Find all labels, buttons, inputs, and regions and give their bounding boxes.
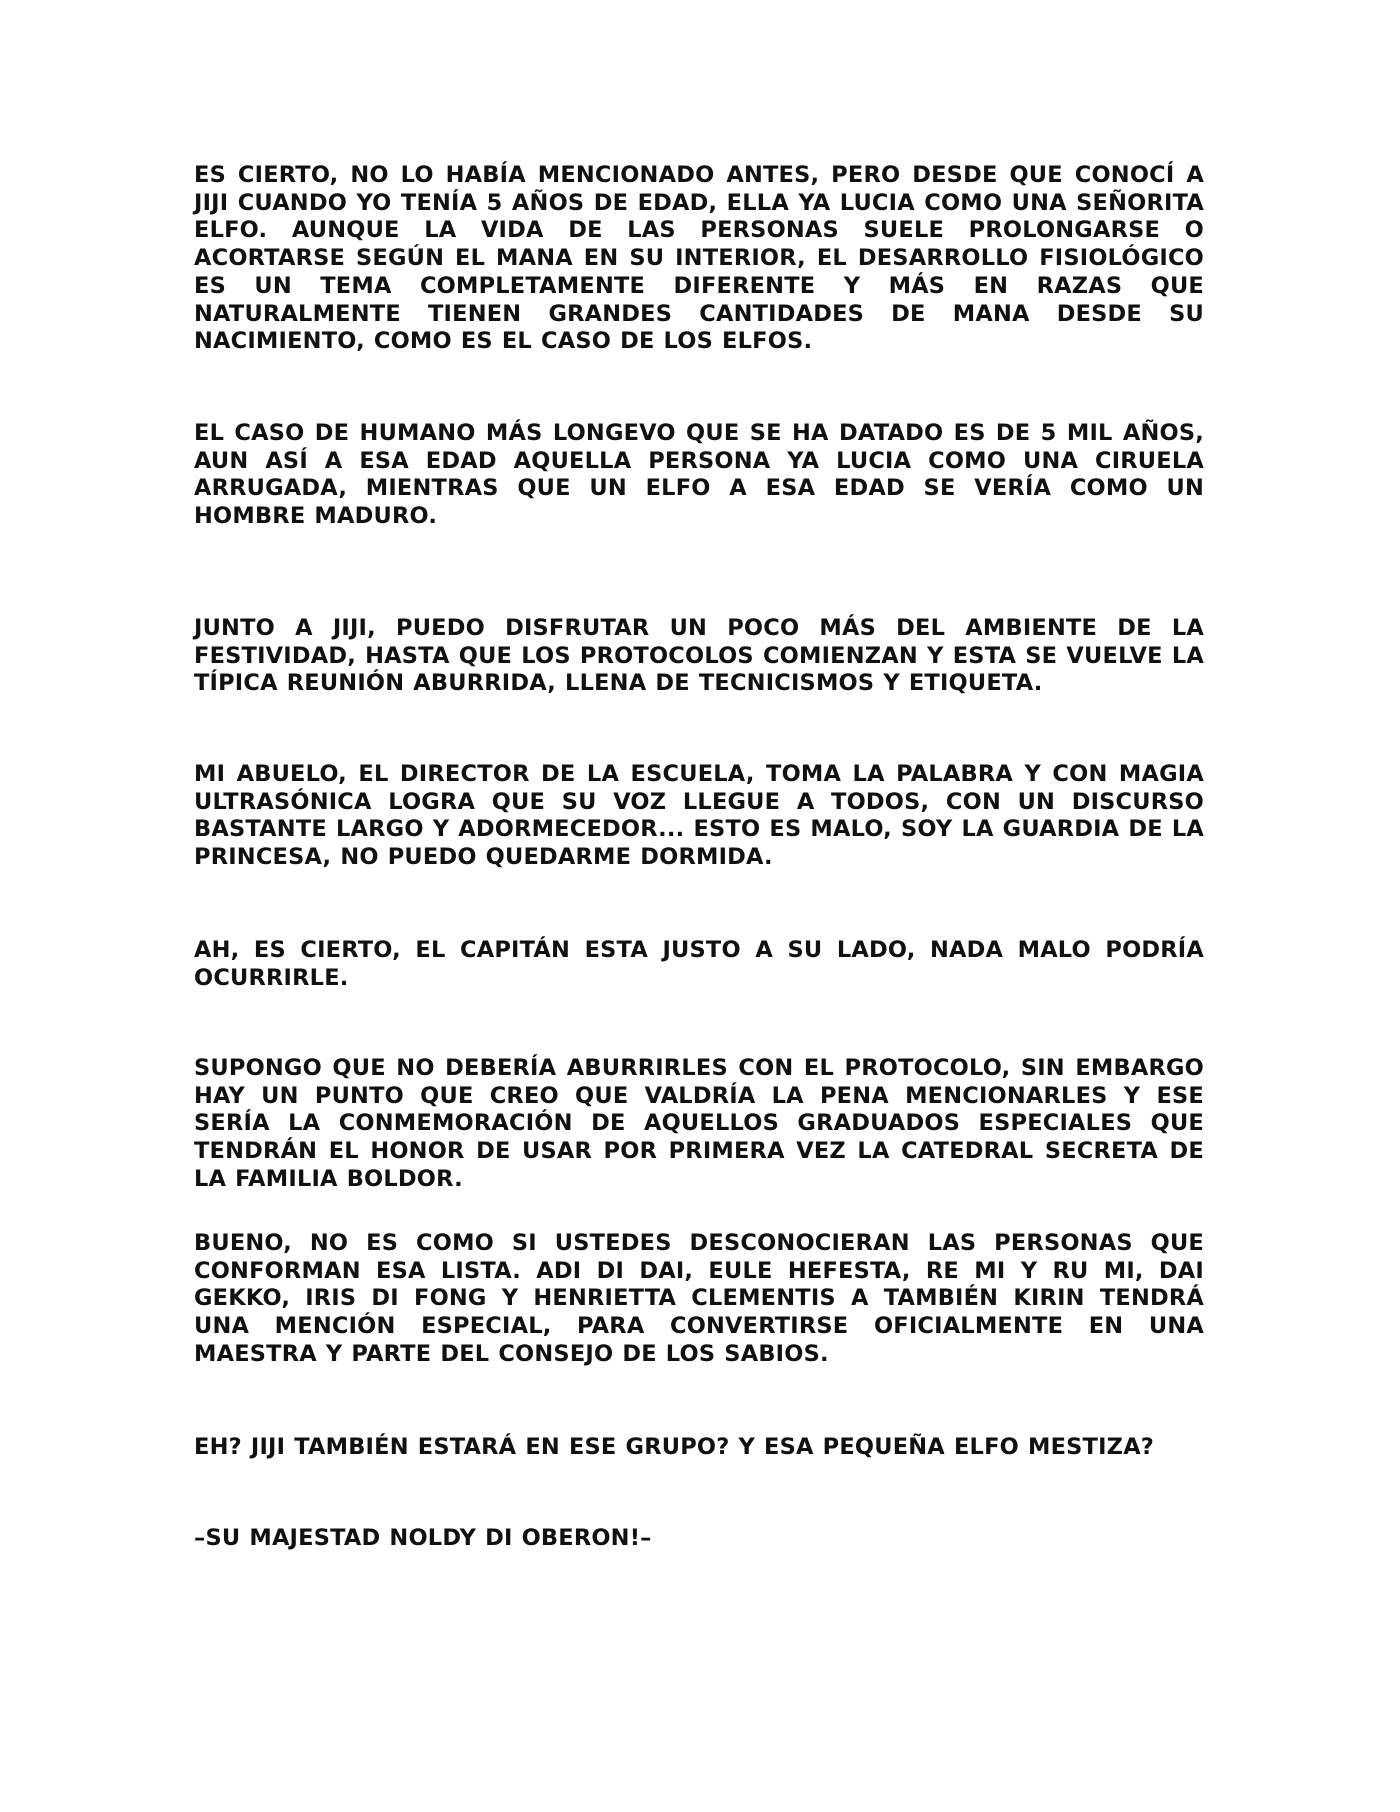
paragraph-7: BUENO, NO ES COMO SI USTEDES DESCONOCIERAN LAS PERSONAS QUE CONFORMAN ESA LISTA. ADI DI DAI, EULE HEFESTA, RE MI Y RU MI, DAI GEKKO, IRIS DI FONG Y HENRIETTA CLEMENTIS A TAMBIÉN KIRIN TENDRÁ UNA MENCIÓN ESPECIAL, PARA CONVERTIRSE OFICIALMENTE EN UNA MAESTRA Y PARTE DEL CONSEJO DE LOS SABIOS. <box>194 1230 1204 1367</box>
paragraph-6: SUPONGO QUE NO DEBERÍA ABURRIRLES CON EL PROTOCOLO, SIN EMBARGO HAY UN PUNTO QUE CREO QUE VALDRÍA LA PENA MENCIONARLES Y ESE SERÍA LA CONMEMORACIÓN DE AQUELLOS GRADUADOS ESPECIALES QUE TENDRÁN EL HONOR DE USAR POR PRIMERA VEZ LA CATEDRAL SECRETA DE LA FAMILIA BOLDOR. <box>194 1055 1204 1192</box>
paragraph-3: JUNTO A JIJI, PUEDO DISFRUTAR UN POCO MÁS DEL AMBIENTE DE LA FESTIVIDAD, HASTA QUE LOS PROTOCOLOS COMIENZAN Y ESTA SE VUELVE LA TÍPICA REUNIÓN ABURRIDA, LLENA DE TECNICISMOS Y ETIQUETA. <box>194 615 1204 697</box>
paragraph-9: –SU MAJESTAD NOLDY DI OBERON!– <box>194 1525 652 1551</box>
paragraph-2: EL CASO DE HUMANO MÁS LONGEVO QUE SE HA DATADO ES DE 5 MIL AÑOS, AUN ASÍ A ESA EDAD AQUELLA PERSONA YA LUCIA COMO UNA CIRUELA ARRUGADA, MIENTRAS QUE UN ELFO A ESA EDAD SE VERÍA COMO UN HOMBRE MADURO. <box>194 420 1204 530</box>
paragraph-1: ES CIERTO, NO LO HABÍA MENCIONADO ANTES, PERO DESDE QUE CONOCÍ A JIJI CUANDO YO TENÍA 5 AÑOS DE EDAD, ELLA YA LUCIA COMO UNA SEÑORITA ELFO. AUNQUE LA VIDA DE LAS PERSONAS SUELE PROLONGARSE O ACORTARSE SEGÚN EL MANA EN SU INTERIOR, EL DESARROLLO FISIOLÓGICO ES UN TEMA COMPLETAMENTE DIFERENTE Y MÁS EN RAZAS QUE NATURALMENTE TIENEN GRANDES CANTIDADES DE MANA DESDE SU NACIMIENTO, COMO ES EL CASO DE LOS ELFOS. <box>194 162 1204 355</box>
paragraph-5: AH, ES CIERTO, EL CAPITÁN ESTA JUSTO A SU LADO, NADA MALO PODRÍA OCURRIRLE. <box>194 937 1204 991</box>
paragraph-8: EH? JIJI TAMBIÉN ESTARÁ EN ESE GRUPO? Y ESA PEQUEÑA ELFO MESTIZA? <box>194 1434 1155 1460</box>
paragraph-4: MI ABUELO, EL DIRECTOR DE LA ESCUELA, TOMA LA PALABRA Y CON MAGIA ULTRASÓNICA LOGRA QUE SU VOZ LLEGUE A TODOS, CON UN DISCURSO BASTANTE LARGO Y ADORMECEDOR... ESTO ES MALO, SOY LA GUARDIA DE LA PRINCESA, NO PUEDO QUEDARME DORMIDA. <box>194 761 1204 871</box>
